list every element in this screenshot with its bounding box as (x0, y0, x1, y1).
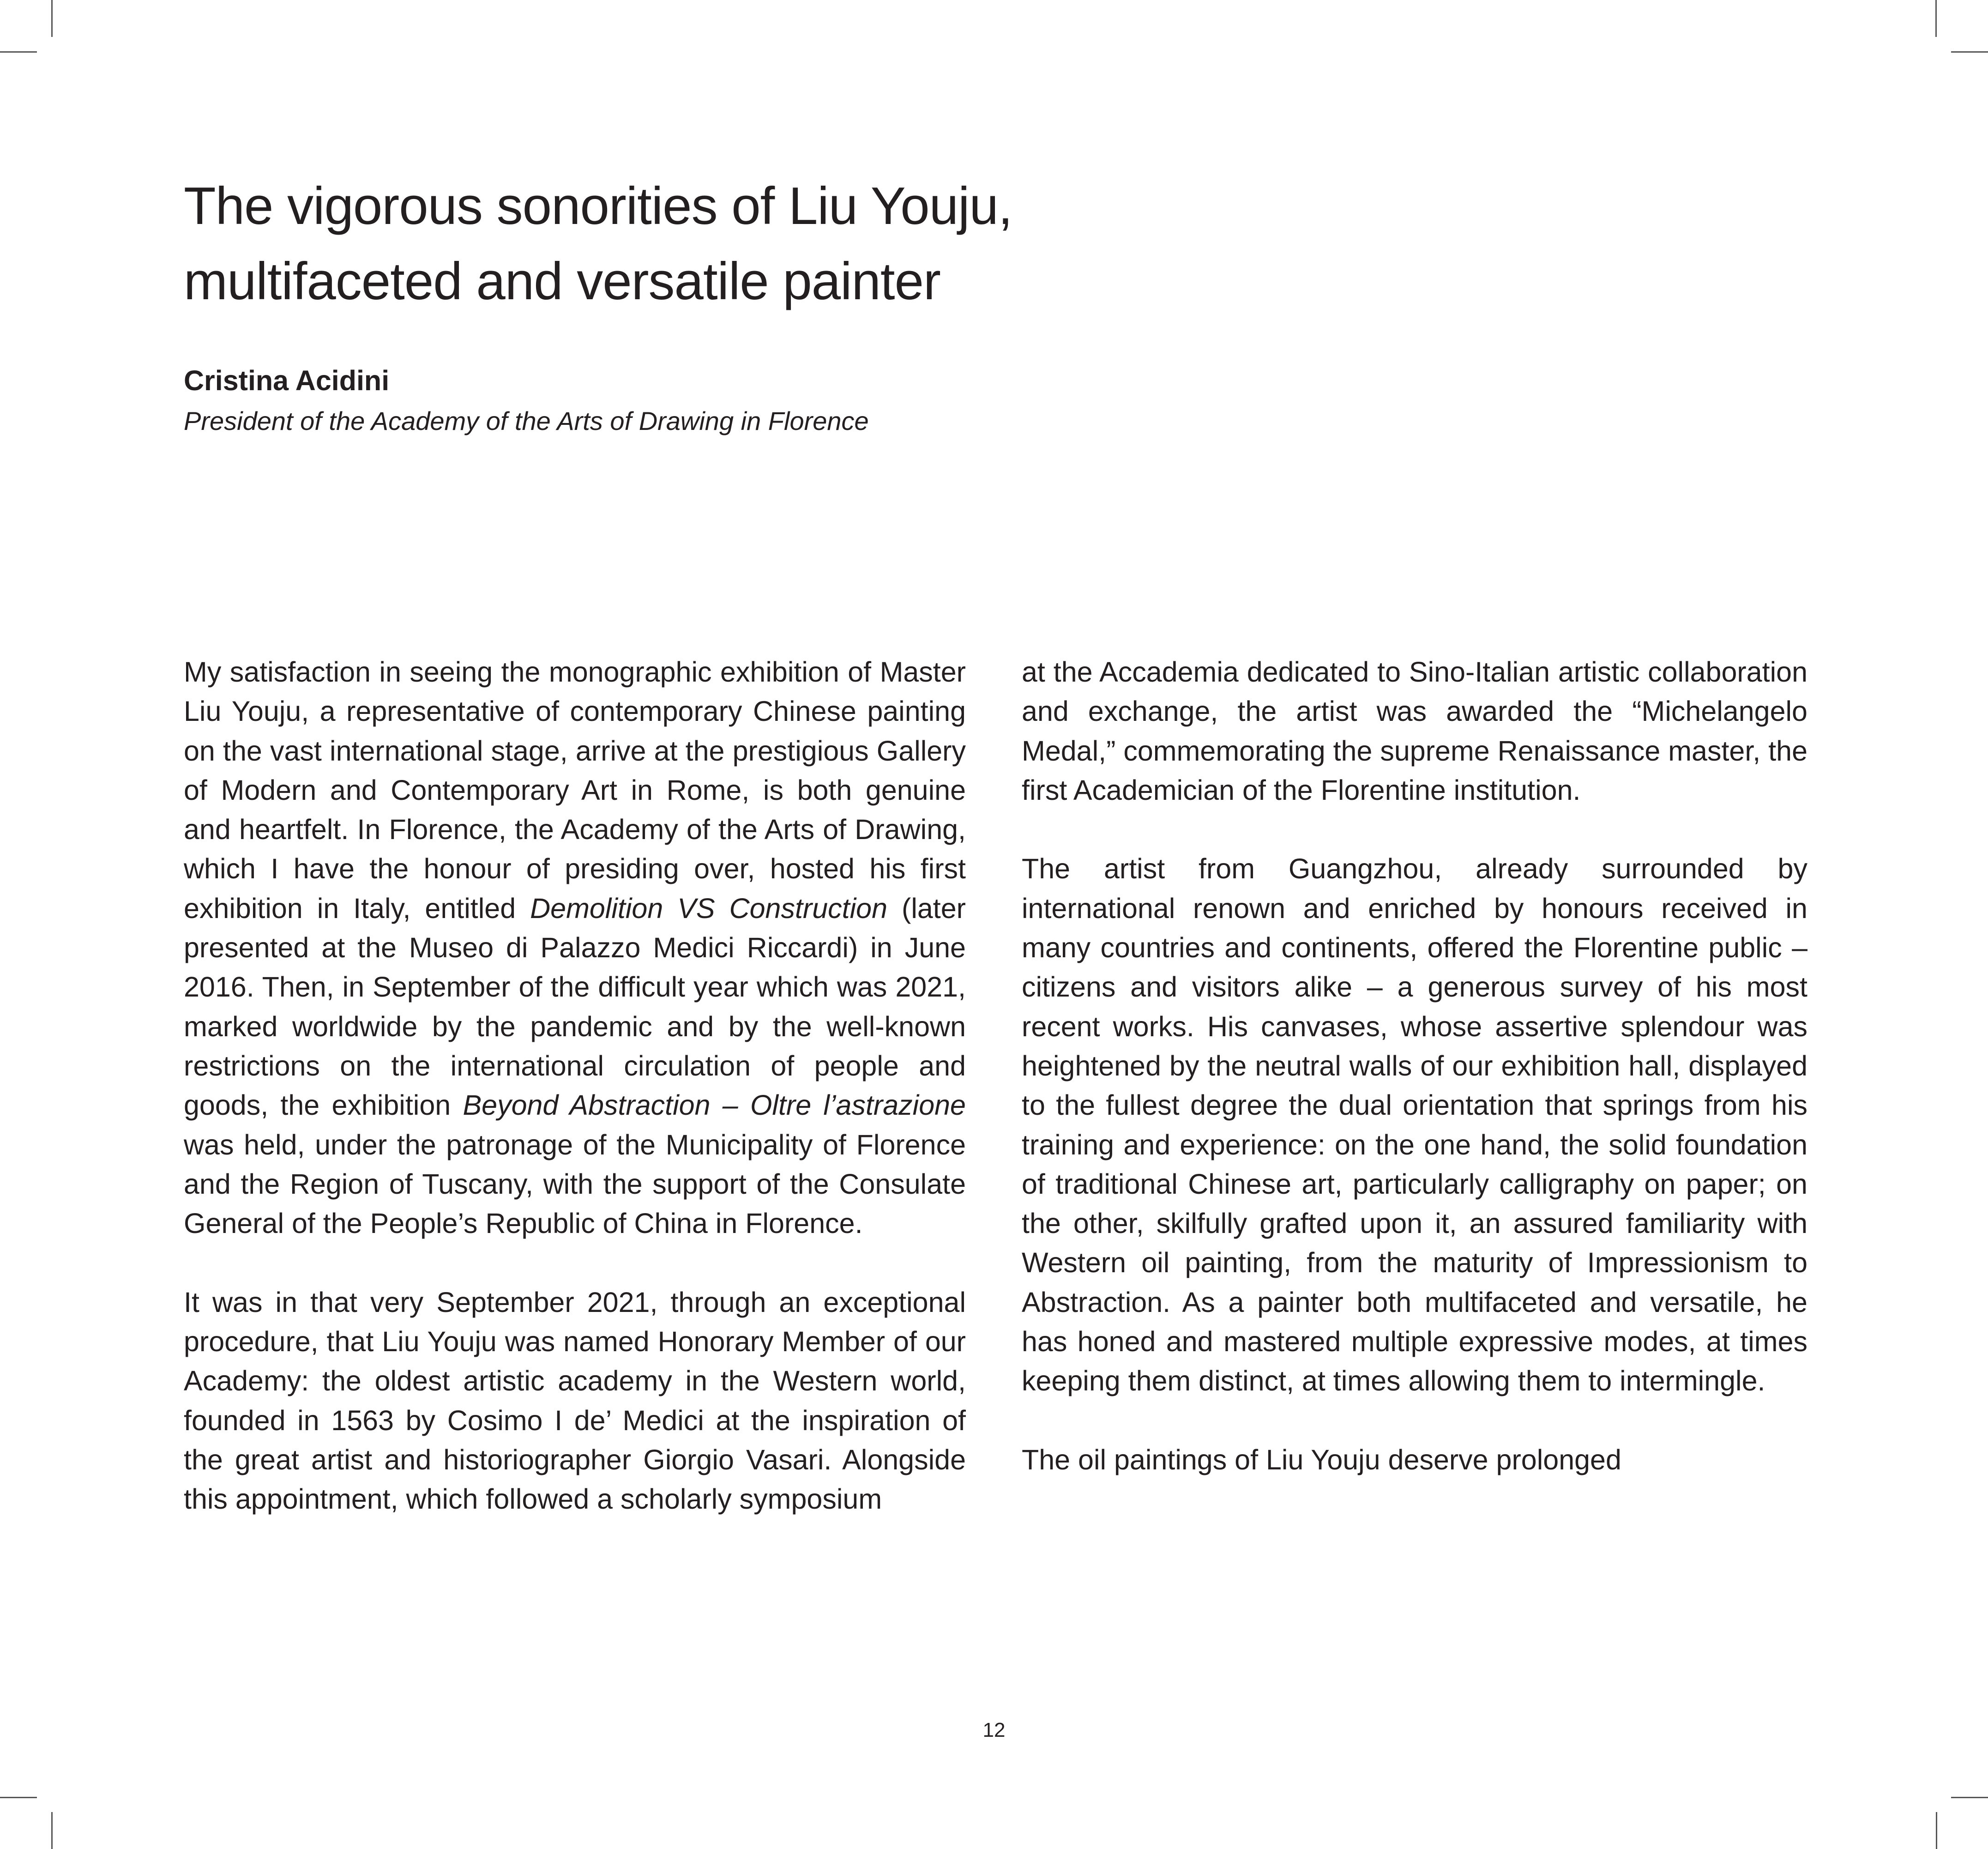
crop-mark-bottom-left-horizontal (0, 1797, 37, 1798)
article-title-line-2: multifaceted and versatile painter (184, 252, 940, 311)
crop-mark-top-left-vertical (51, 0, 53, 37)
paragraph: at the Accademia dedicated to Sino-Italian artistic collaboration and exchange, the artist was awarded the “Michelangelo Medal,” commemorating the supreme Renaissance master, the first Academician of the Florentine institution. (1022, 656, 1807, 806)
paragraph-text: (later presented at the Museo di Palazzo Medici Riccardi) in June 2016. Then, in September of the difficult year which was 2021, marked worldwide by the pandemic and by the well-known restrictions on the international circulation of people and goods, the exhibition (184, 892, 966, 1121)
article-title (184, 169, 1012, 319)
crop-mark-top-right-vertical (1935, 0, 1937, 37)
paragraph: The oil paintings of Liu Youju deserve prolonged (1022, 1444, 1621, 1475)
crop-mark-top-right-horizontal (1951, 51, 1988, 53)
paragraph: The artist from Guangzhou, already surrounded by international renown and enriched by honours received in many countries and continents, offered the Florentine public – citizens and visitors alike – a generous survey of his most recent works. His canvases, whose assertive splendour was heightened by the neutral walls of our exhibition hall, displayed to the fullest degree the dual orientation that springs from his training and experience: on the one hand, the solid foundation of traditional Chinese art, particularly calligraphy on paper; on the other, skilfully grafted upon it, an assured familiarity with Western oil painting, from the maturity of Impressionism to Abstraction. As a painter both multifaceted and versatile, he has honed and mastered multiple expressive modes, at times keeping them distinct, at times allowing them to intermingle. (1022, 853, 1807, 1397)
crop-mark-top-left-horizontal (0, 51, 37, 53)
author-name: Cristina Acidini (184, 365, 390, 396)
paragraph-text: was held, under the patronage of the Municipality of Florence and the Region of Tuscany, with the support of the Consulate General of the People’s Republic of China in Florence. (184, 1129, 966, 1239)
exhibition-title-italic: Beyond Abstraction – Oltre l’astrazione (463, 1089, 966, 1121)
paragraph: It was in that very September 2021, through an exceptional procedure, that Liu Youju was named Honorary Member of our Academy: the oldest artistic academy in the Western world, founded in 1563 by Cosimo I de’ Medici at the inspiration of the great artist and historiographer Giorgio Vasari. Alongside this appointment, which followed a scholarly symposium (184, 1286, 966, 1515)
body-column-right (1022, 653, 1807, 1480)
article-title-line-1: The vigorous sonorities of Liu Youju, (184, 177, 1012, 236)
exhibition-title-italic: Demolition VS Construction (530, 892, 888, 924)
paragraph-text: My satisfaction in seeing the monographic exhibition of Master Liu Youju, a representative of contemporary Chinese painting on the vast international stage, arrive at the prestigious Gallery of Modern and Contemporary Art in Rome, is both genuine and heartfelt. In Florence, the Academy of the Arts of Drawing, which I have the honour of presiding over, hosted his first exhibition in Italy, entitled (184, 656, 966, 924)
crop-mark-bottom-left-vertical (51, 1812, 53, 1849)
crop-mark-bottom-right-vertical (1936, 1812, 1937, 1849)
author-affiliation: President of the Academy of the Arts of Drawing in Florence (184, 406, 869, 435)
page-number: 12 (982, 1719, 1006, 1741)
crop-mark-bottom-right-horizontal (1951, 1797, 1988, 1798)
body-column-left (184, 653, 966, 1519)
paragraph (184, 653, 966, 1243)
